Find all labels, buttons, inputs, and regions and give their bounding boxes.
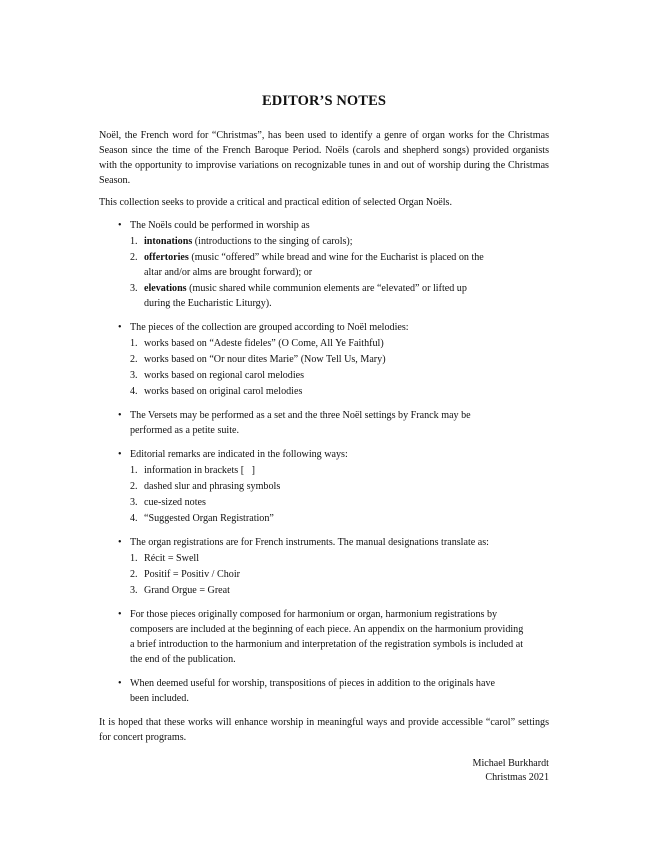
item-number: 3.	[130, 585, 138, 596]
list-item	[130, 479, 549, 494]
term: elevations	[144, 283, 187, 294]
item-text: cue-sized notes	[144, 497, 206, 508]
list-item	[130, 567, 549, 582]
item-text: (introductions to the singing of carols);	[192, 236, 353, 247]
term: intonations	[144, 236, 193, 247]
list-item	[130, 352, 549, 367]
closing-paragraph: It is hoped that these works will enhance worship in meaningful ways and provide accessible “carol” settings for concert programs.	[99, 717, 549, 743]
list-item-text: • The Noëls could be performed in worship as	[130, 220, 310, 231]
purpose-paragraph: This collection seeks to provide a critical and practical edition of selected Organ Noëls.	[99, 197, 452, 208]
item-number: 4.	[130, 513, 138, 524]
list-item-versets	[99, 408, 485, 438]
item-text: works based on “Or nour dites Marie” (Now Tell Us, Mary)	[144, 354, 386, 365]
signature-name: Michael Burkhardt	[472, 758, 549, 769]
page-title: EDITOR’S NOTES	[261, 93, 387, 109]
item-number: 1.	[130, 465, 138, 476]
notes-list	[99, 218, 549, 706]
list-item-text: • The Versets may be performed as a set and the three Noël settings by Franck may be performed as a petite suite.	[130, 410, 471, 436]
list-item-text: • When deemed useful for worship, transpositions of pieces in addition to the originals have been included.	[130, 678, 495, 704]
signature-date: Christmas 2021	[485, 772, 549, 783]
item-number: 2.	[130, 354, 138, 365]
list-item	[130, 281, 489, 311]
list-item-text: • The organ registrations are for French instruments. The manual designations translate as:	[130, 537, 489, 548]
list-item	[130, 234, 549, 249]
item-number: 3.	[130, 370, 138, 381]
list-item-organ-registrations	[99, 535, 549, 598]
worship-uses-list	[130, 234, 549, 311]
list-item	[130, 583, 549, 598]
item-number: 2.	[130, 481, 138, 492]
item-number: 2.	[130, 252, 138, 263]
list-item	[130, 495, 549, 510]
item-text: information in brackets [ ]	[144, 465, 255, 476]
editors-notes-page	[99, 92, 549, 785]
item-text: Récit = Swell	[144, 553, 200, 564]
list-item-melody-groups	[99, 320, 549, 399]
list-item-worship-uses	[99, 218, 549, 311]
list-item-text: • Editorial remarks are indicated in the following ways:	[130, 449, 348, 460]
list-item-transpositions	[99, 676, 515, 706]
item-text: (music “offered” while bread and wine for the Eucharist is placed on the altar and/or alms are brought forward); or	[144, 252, 484, 278]
list-item-harmonium	[99, 607, 525, 667]
item-number: 1.	[130, 236, 138, 247]
list-item	[130, 250, 489, 280]
list-item-text: • For those pieces originally composed for harmonium or organ, harmonium registrations by composers are included at the beginning of each piece. An appendix on the harmonium providing a brief introduction to the harmonium and interpretation of the registration symbols is included at the end of the publication.	[130, 609, 524, 665]
list-item	[130, 368, 549, 383]
item-text: Grand Orgue = Great	[144, 585, 230, 596]
item-text: works based on original carol melodies	[144, 386, 303, 397]
item-number: 3.	[130, 497, 138, 508]
list-item	[130, 336, 549, 351]
item-text: “Suggested Organ Registration”	[144, 513, 274, 524]
item-number: 2.	[130, 569, 138, 580]
list-item-editorial-remarks	[99, 447, 549, 526]
list-item-text: • The pieces of the collection are grouped according to Noël melodies:	[130, 322, 409, 333]
item-text: dashed slur and phrasing symbols	[144, 481, 281, 492]
item-number: 1.	[130, 338, 138, 349]
intro-paragraph: Noël, the French word for “Christmas”, has been used to identify a genre of organ works for the Christmas Season since the time of the French Baroque Period. Noëls (carols and shepherd songs) provided organists with the opportunity to improvise variations on recognizable tunes in and out of worship during the Christmas Season.	[99, 130, 549, 186]
list-item	[130, 384, 549, 399]
term: offertories	[144, 252, 189, 263]
item-number: 1.	[130, 553, 138, 564]
item-text: (music shared while communion elements are “elevated” or lifted up during the Eucharistic Liturgy).	[144, 283, 467, 309]
editorial-remarks-list	[130, 463, 549, 526]
item-number: 3.	[130, 283, 138, 294]
signature-block	[99, 757, 549, 785]
item-text: works based on “Adeste fideles” (O Come, All Ye Faithful)	[144, 338, 384, 349]
item-text: Positif = Positiv / Choir	[144, 569, 240, 580]
list-item	[130, 551, 549, 566]
melody-groups-list	[130, 336, 549, 399]
item-number: 4.	[130, 386, 138, 397]
item-text: works based on regional carol melodies	[144, 370, 305, 381]
list-item	[130, 511, 549, 526]
list-item	[130, 463, 549, 478]
manual-designations-list	[130, 551, 549, 598]
